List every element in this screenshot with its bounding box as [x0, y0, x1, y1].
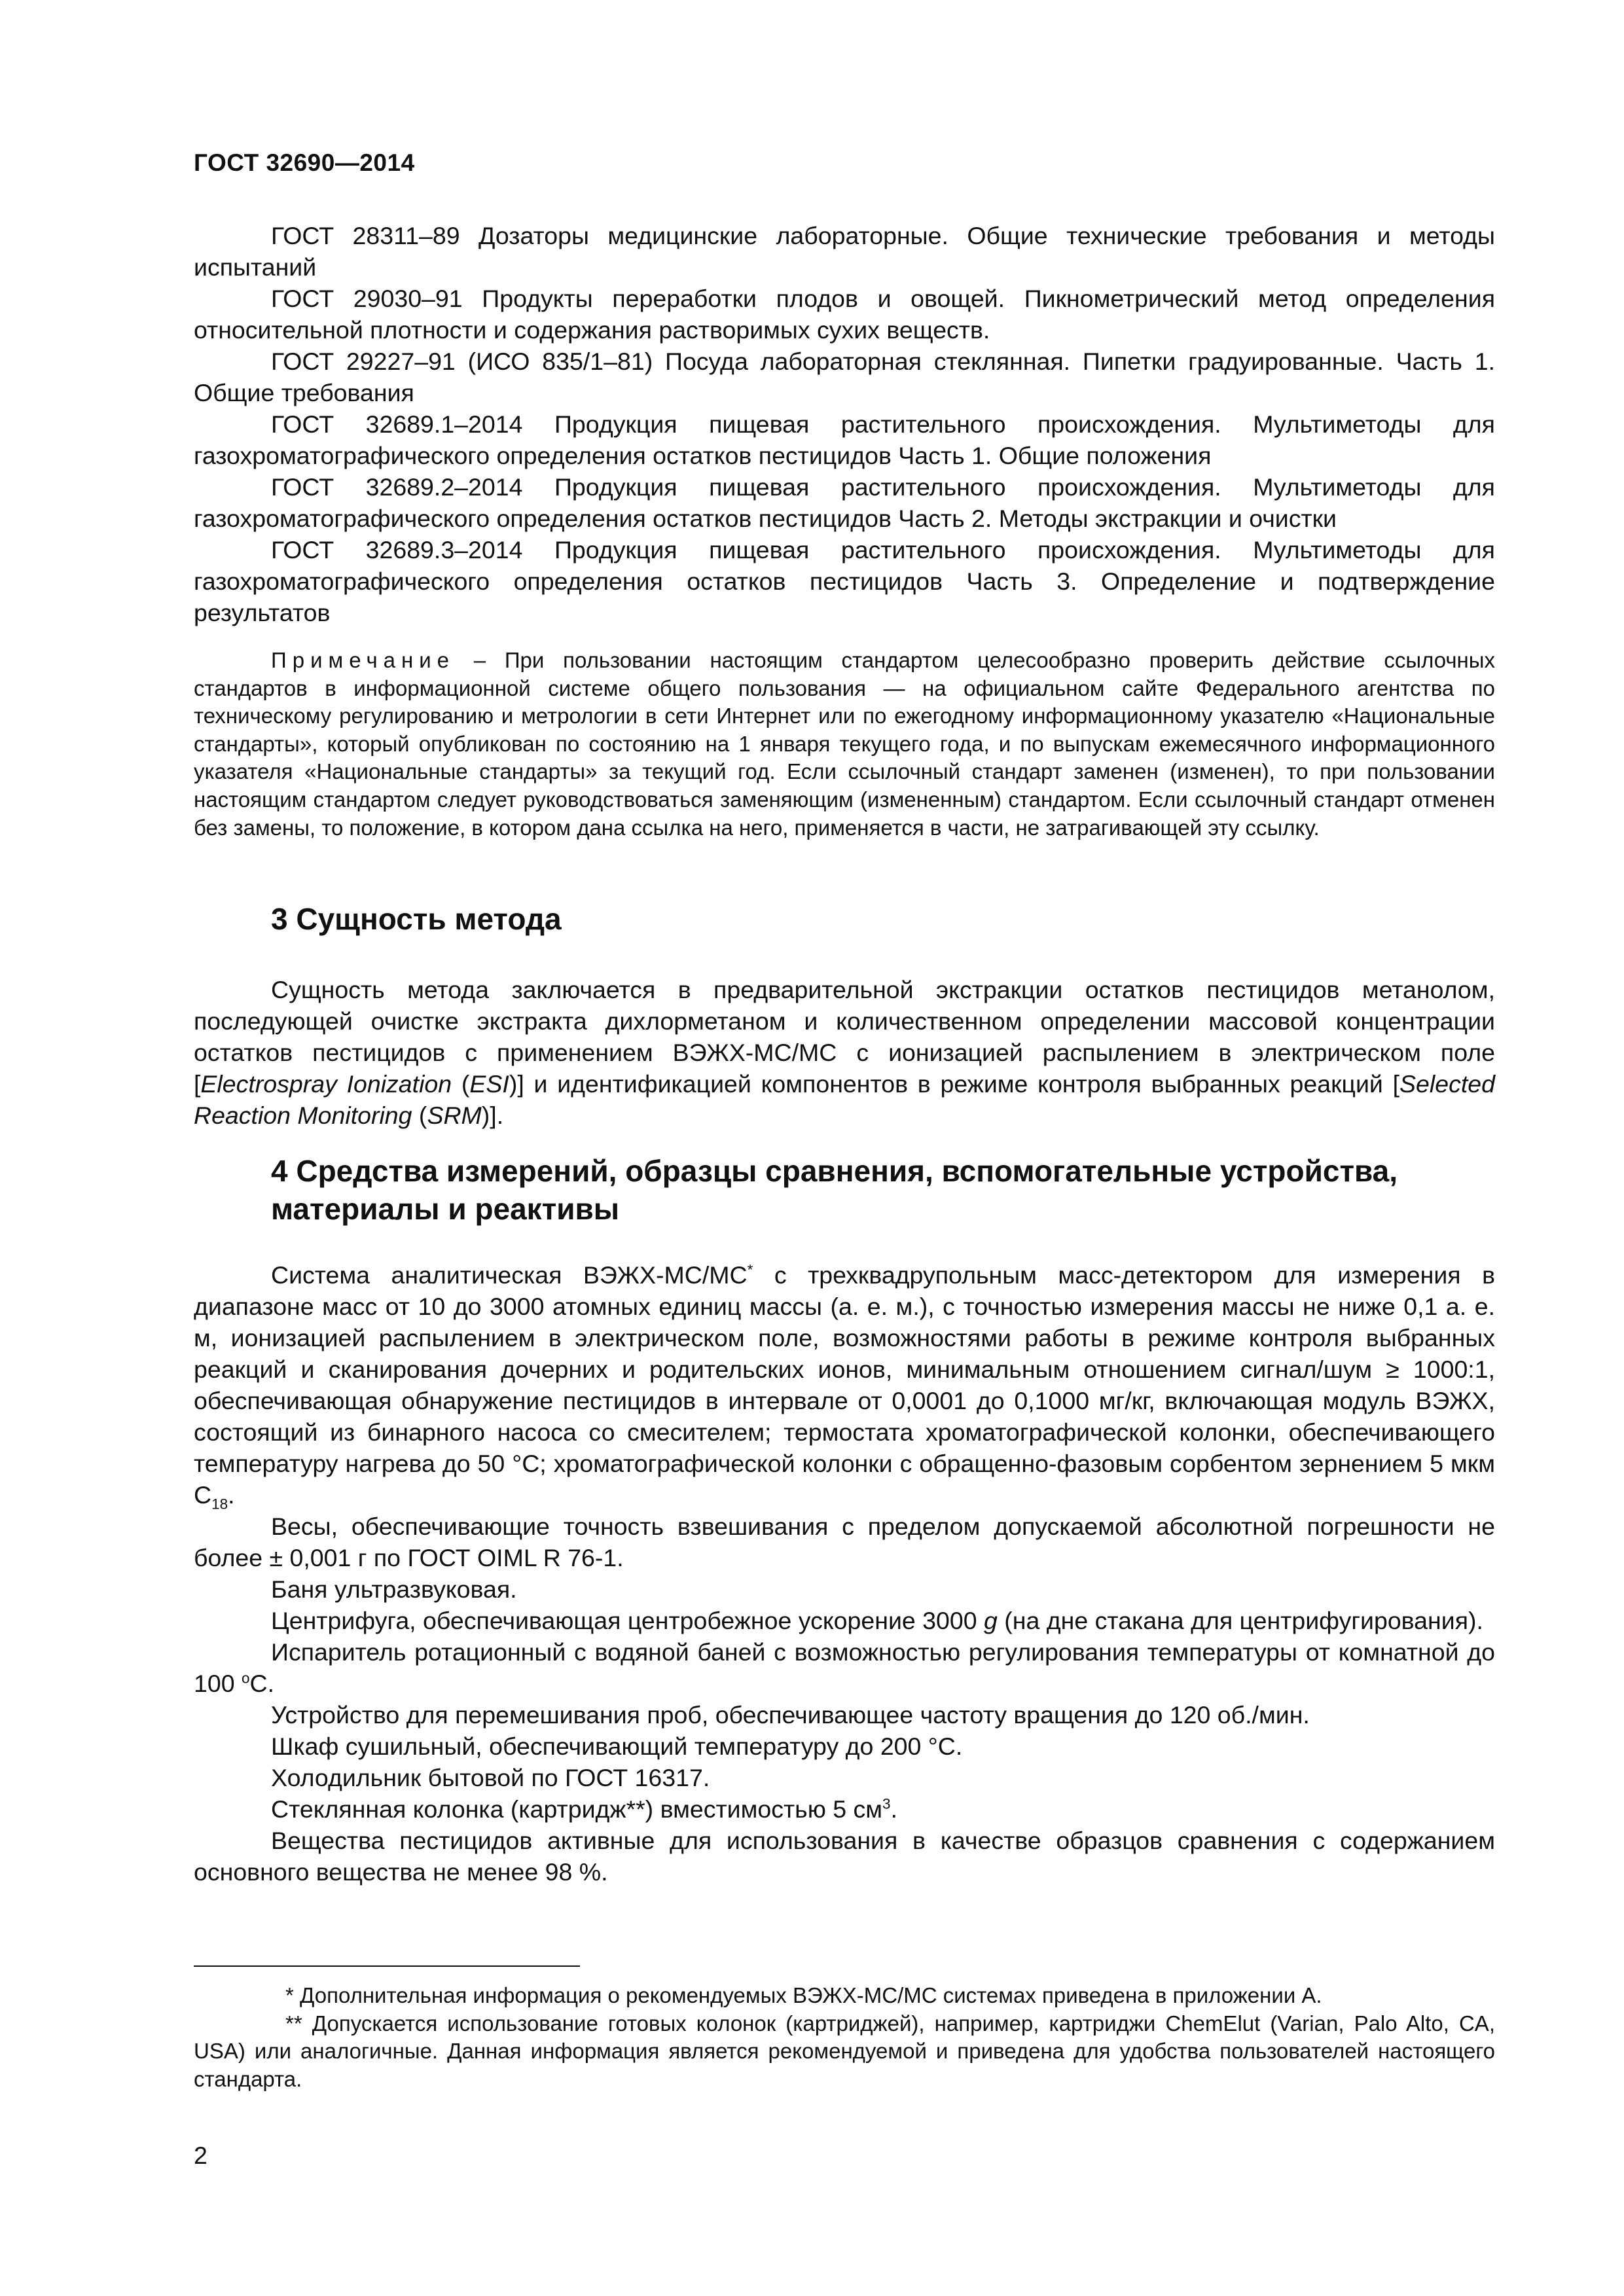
abbr-srm: SRM	[427, 1102, 482, 1129]
footnote-divider	[194, 1965, 580, 1967]
reference-item: ГОСТ 32689.1–2014 Продукция пищевая растительного происхождения. Мультиметоды для газохроматографического определения остатков пестицидов Часть 1. Общие положения	[194, 410, 1495, 469]
section-4-mixer: Устройство для перемешивания проб, обеспечивающее частоту вращения до 120 об./мин.	[271, 1701, 1310, 1729]
section-4-column: Стеклянная колонка (картридж**) вместимостью 5 $см^3$.	[271, 1795, 897, 1823]
section-4-system-paragraph: Система аналитическая ВЭЖХ-МС/МС* с трехквадрупольным масс-детектором для измерения в диапазоне масс от 10 до 3000 атомных единиц массы (а. е. м.), с точностью измерения массы не ниже 0,1 а. е. м, ионизацией распылением в электрическом поле, возможностями работы в режиме контроля выбранных реакций и сканирования дочерних и родительских ионов, минимальным отношением сигнал/шум ≥ 1000:1, обеспечивающая обнаружение пестицидов в интервале от 0,0001 до 0,1000 мг/кг, включающая модуль ВЭЖХ, состоящий из бинарного насоса со смесителем; термостата хроматографической колонки, обеспечивающего температуру нагрева до 50 °С; хроматографической колонки с обращенно-фазовым сорбентом зернением 5 мкм $С_{18}$.	[194, 1261, 1495, 1513]
section-4-body	[194, 1259, 1495, 1888]
note-label: Примечание	[271, 648, 456, 672]
section-3-paragraph: Сущность метода заключается в предварительной экстракции остатков пестицидов метанолом, последующей очистке экстракта дихлорметаном и количественном определении массовой концентрации остатков пестицидов с применением ВЭЖХ-МС/МС с ионизацией распылением в электрическом поле [Electrospray Ionization (ESI)] и идентификацией компонентов в режиме контроля выбранных реакций [Selected Reaction Monitoring (SRM)].	[194, 976, 1495, 1129]
document-header-id: ГОСТ 32690—2014	[194, 149, 415, 176]
term-srm: Selected Reaction Monitoring	[194, 1070, 1495, 1129]
reference-item: ГОСТ 28311–89 Дозаторы медицинские лабораторные. Общие технические требования и методы испытаний	[194, 222, 1495, 281]
note-block	[194, 647, 1495, 842]
footnote-item: ** Допускается использование готовых колонок (картриджей), например, картриджи ChemElut (Varian, Palo Alto, CA, USA) или аналогичные. Данная информация является рекомендуемой и приведена для удобства пользователей настоящего стандарта.	[194, 2011, 1495, 2091]
note-paragraph	[194, 647, 1495, 842]
abbr-esi: ESI	[469, 1070, 509, 1098]
section-3-body	[194, 974, 1495, 1131]
section-4-oven: Шкаф сушильный, обеспечивающий температуру до 200 °С.	[271, 1732, 963, 1760]
reference-item: ГОСТ 32689.3–2014 Продукция пищевая растительного происхождения. Мультиметоды для газохроматографического определения остатков пестицидов Часть 3. Определение и подтверждение результатов	[194, 536, 1495, 626]
footnotes	[194, 1982, 1495, 2093]
section-4-substances: Вещества пестицидов активные для использования в качестве образцов сравнения с содержанием основного вещества не менее 98 %.	[194, 1827, 1495, 1886]
section-4-fridge: Холодильник бытовой по ГОСТ 16317.	[271, 1764, 710, 1791]
section-4-heading: 4 Средства измерений, образцы сравнения, вспомогательные устройства, материалы и реактивы	[271, 1154, 1398, 1226]
reference-item: ГОСТ 29227–91 (ИСО 835/1–81) Посуда лабораторная стеклянная. Пипетки градуированные. Часть 1. Общие требования	[194, 348, 1495, 406]
section-4-centrifuge: Центрифуга, обеспечивающая центробежное ускорение 3000 g (на дне стакана для центрифугирования).	[271, 1607, 1483, 1634]
note-text: – При пользовании настоящим стандартом целесообразно проверить действие ссылочных стандартов в информационной системе общего пользования — на официальном сайте Федерального агентства по техническому регулированию и метрологии в сети Интернет или по ежегодному информационному указателю «Национальные стандарты», который опубликован по состоянию на 1 января текущего года, и по выпускам ежемесячного информационного указателя «Национальные стандарты» за текущий год. Если ссылочный стандарт заменен (изменен), то при пользовании настоящим стандартом следует руководствоваться заменяющим (измененным) стандартом. Если ссылочный стандарт отменен без замены, то положение, в котором дана ссылка на него, применяется в части, не затрагивающей эту ссылку.	[194, 648, 1495, 840]
page-number: 2	[194, 2142, 208, 2169]
term-electrospray: Electrospray Ionization	[200, 1070, 452, 1098]
reference-item: ГОСТ 29030–91 Продукты переработки плодов и овощей. Пикнометрический метод определения относительной плотности и содержания растворимых сухих веществ.	[194, 285, 1495, 344]
footnote-mark: *	[747, 1261, 753, 1278]
section-4-evaporator: Испаритель ротационный с водяной баней с возможностью регулирования температуры от комнатной до 100 $^о$С.	[194, 1638, 1495, 1697]
section-4-scales: Весы, обеспечивающие точность взвешивания с пределом допускаемой абсолютной погрешности не более ± 0,001 г по ГОСТ OIML R 76-1.	[194, 1513, 1495, 1571]
section-3-heading: 3 Сущность метода	[271, 902, 562, 936]
section-4-bath: Баня ультразвуковая.	[271, 1575, 517, 1603]
footnote-item: * Дополнительная информация о рекомендуемых ВЭЖХ-МС/МС системах приведена в приложении А.	[285, 1983, 1322, 2007]
reference-item: ГОСТ 32689.2–2014 Продукция пищевая растительного происхождения. Мультиметоды для газохроматографического определения остатков пестицидов Часть 2. Методы экстракции и очистки	[194, 473, 1495, 532]
normative-references-list	[194, 220, 1495, 628]
